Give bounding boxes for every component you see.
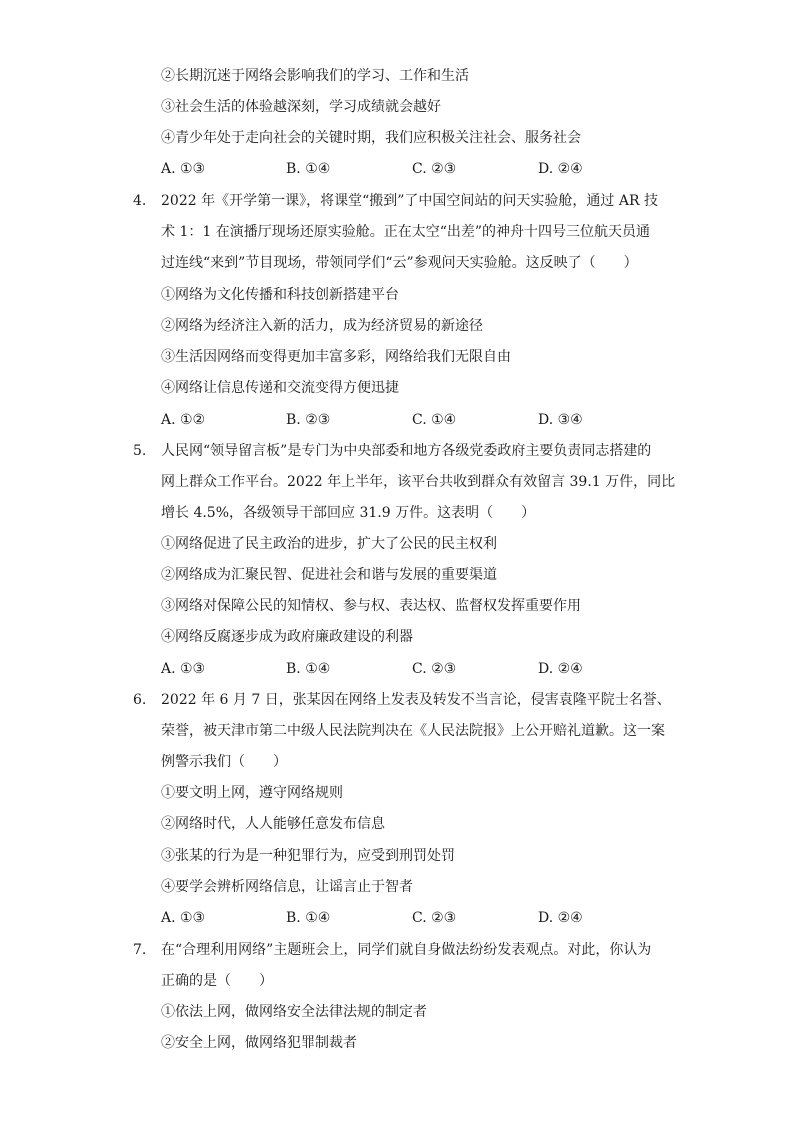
q5-number: 5. — [133, 443, 147, 459]
q4-stem-line-1: 2022 年《开学第一课》，将课堂“搬到”了中国空间站的问天实验舱，通过 AR 技 — [161, 193, 658, 209]
q3-option-a: A. ①③ — [161, 161, 206, 177]
q3-option-d: D. ②④ — [538, 161, 583, 177]
q3-statement-3: ③社会生活的体验越深刻，学习成绩就会越好 — [161, 99, 441, 115]
q6-option-c: C. ②③ — [412, 910, 457, 926]
q5-statement-3: ③网络对保障公民的知情权、参与权、表达权、监督权发挥重要作用 — [161, 598, 581, 614]
q4-stem-line-2: 术 1：1 在演播厅现场还原实验舱。正在太空“出差”的神舟十四号三位航天员通 — [161, 224, 651, 240]
q4-statement-4: ④网络让信息传递和交流变得方便迅捷 — [161, 380, 399, 396]
q5-option-a: A. ①③ — [161, 661, 206, 677]
q7-statement-1: ①依法上网，做网络安全法律法规的制定者 — [161, 1004, 427, 1020]
q5-statement-1: ①网络促进了民主政治的进步，扩大了公民的民主权利 — [161, 536, 497, 552]
q4-option-c: C. ①④ — [412, 412, 457, 428]
q5-stem-line-1: 人民网“领导留言板”是专门为中央部委和地方各级党委政府主要负责同志搭建的 — [161, 443, 652, 459]
q7-number: 7. — [133, 942, 147, 958]
q6-option-a: A. ①③ — [161, 910, 206, 926]
q5-statement-4: ④网络反腐逐步成为政府廉政建设的利器 — [161, 629, 413, 645]
q4-option-d: D. ③④ — [538, 412, 583, 428]
q6-statement-1: ①要文明上网，遵守网络规则 — [161, 785, 343, 801]
q7-stem-line-2: 正确的是（ ） — [161, 973, 273, 989]
q3-statement-2: ②长期沉迷于网络会影响我们的学习、工作和生活 — [161, 68, 469, 84]
q5-statement-2: ②网络成为汇聚民智、促进社会和谐与发展的重要渠道 — [161, 567, 497, 583]
q4-stem-line-3: 过连线“来到”节目现场，带领同学们“云”参观问天实验舱。这反映了（ ） — [161, 255, 638, 271]
q6-stem-line-1: 2022 年 6 月 7 日，张某因在网络上发表及转发不当言论，侵害袁隆平院士名誉、 — [161, 692, 671, 708]
q7-statement-2: ②安全上网，做网络犯罪制裁者 — [161, 1035, 357, 1051]
q6-statement-3: ③张某的行为是一种犯罪行为，应受到刑罚处罚 — [161, 848, 455, 864]
q6-number: 6. — [133, 692, 147, 708]
q3-statement-4: ④青少年处于走向社会的关键时期，我们应积极关注社会、服务社会 — [161, 130, 581, 146]
q7-stem-line-1: 在“合理利用网络”主题班会上，同学们就自身做法纷纷发表观点。对此，你认为 — [161, 942, 652, 958]
q4-option-a: A. ①② — [161, 412, 206, 428]
q4-number: 4. — [133, 193, 147, 209]
q3-option-c: C. ②③ — [412, 161, 457, 177]
q4-statement-1: ①网络为文化传播和科技创新搭建平台 — [161, 287, 399, 303]
q6-statement-2: ②网络时代，人人能够任意发布信息 — [161, 816, 385, 832]
q5-stem-line-2: 网上群众工作平台。2022 年上半年，该平台共收到群众有效留言 39.1 万件，同比 — [161, 474, 676, 490]
q6-option-b: B. ①④ — [286, 910, 331, 926]
q5-option-b: B. ①④ — [286, 661, 331, 677]
q5-option-d: D. ②④ — [538, 661, 583, 677]
q4-statement-3: ③生活因网络而变得更加丰富多彩，网络给我们无限自由 — [161, 349, 511, 365]
q6-statement-4: ④要学会辨析网络信息，让谣言止于智者 — [161, 879, 413, 895]
q6-stem-line-2: 荣誉，被天津市第二中级人民法院判决在《人民法院报》上公开赔礼道歉。这一案 — [161, 723, 665, 739]
q5-option-c: C. ②③ — [412, 661, 457, 677]
q4-statement-2: ②网络为经济注入新的活力，成为经济贸易的新途径 — [161, 318, 483, 334]
q3-option-b: B. ①④ — [286, 161, 331, 177]
q5-stem-line-3: 增长 4.5%，各级领导干部回应 31.9 万件。这表明（ ） — [161, 505, 536, 521]
q6-option-d: D. ②④ — [538, 910, 583, 926]
q6-stem-line-3: 例警示我们（ ） — [161, 754, 287, 770]
q4-option-b: B. ②③ — [286, 412, 331, 428]
